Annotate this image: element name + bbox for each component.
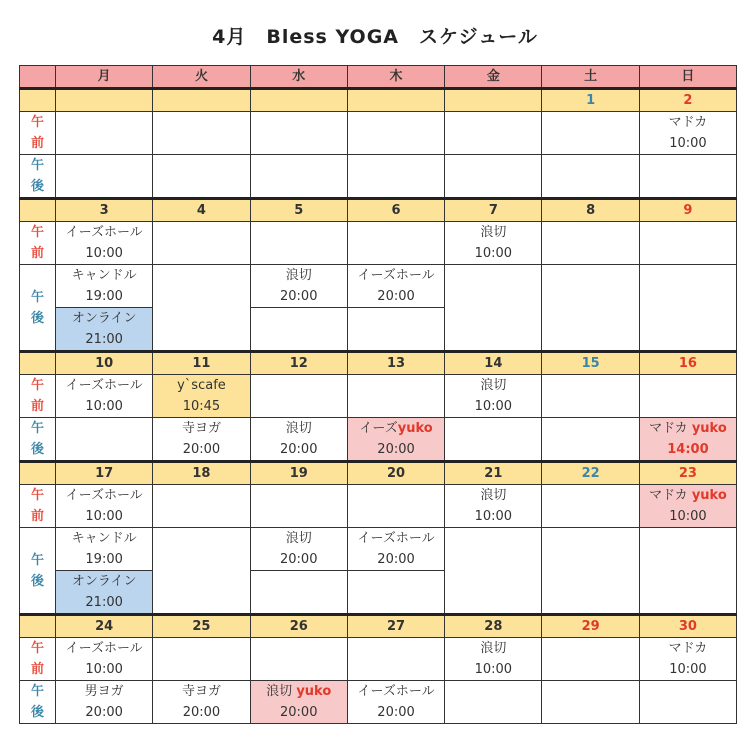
pm-label: 午 後 (20, 418, 56, 462)
event-slot: 浪切 20:00 (250, 418, 347, 462)
event-slot: マドカ 10:00 (639, 638, 736, 681)
date-cell: 1 (542, 89, 639, 112)
am-label: 午 前 (20, 112, 56, 155)
slot (153, 638, 250, 681)
am-row (20, 375, 737, 418)
date-cell: 19 (250, 462, 347, 485)
date-cell: 20 (347, 462, 444, 485)
am-row (20, 222, 737, 265)
date-cell (20, 89, 56, 112)
event-slot: イーズホール 20:00 (347, 528, 444, 571)
slot (542, 418, 639, 462)
date-cell: 12 (250, 352, 347, 375)
slot (542, 112, 639, 155)
date-cell: 22 (542, 462, 639, 485)
slot (639, 222, 736, 265)
event-slot: キャンドル 19:00 (56, 528, 153, 571)
slot (250, 155, 347, 199)
slot (250, 571, 347, 615)
slot (347, 571, 444, 615)
slot (445, 155, 542, 199)
event-slot: 寺ヨガ 20:00 (153, 681, 250, 724)
slot (639, 528, 736, 615)
date-cell: 15 (542, 352, 639, 375)
event-slot-online: オンライン 21:00 (56, 308, 153, 352)
date-cell (153, 89, 250, 112)
date-cell: 28 (445, 615, 542, 638)
date-cell: 6 (347, 199, 444, 222)
am-row (20, 638, 737, 681)
slot (250, 485, 347, 528)
slot (542, 375, 639, 418)
event-slot-yuko: マドカ yuko 14:00 (639, 418, 736, 462)
slot (542, 528, 639, 615)
am-label: 午 前 (20, 638, 56, 681)
date-cell: 4 (153, 199, 250, 222)
slot (445, 528, 542, 615)
date-cell (20, 615, 56, 638)
slot (56, 155, 153, 199)
date-cell: 9 (639, 199, 736, 222)
slot (153, 155, 250, 199)
weekday-thu: 木 (347, 66, 444, 89)
date-cell: 10 (56, 352, 153, 375)
weekday-sat: 土 (542, 66, 639, 89)
weekday-wed: 水 (250, 66, 347, 89)
slot (445, 418, 542, 462)
pm-label: 午 後 (20, 681, 56, 724)
slot (347, 485, 444, 528)
event-slot: 浪切 10:00 (445, 485, 542, 528)
slot (347, 112, 444, 155)
date-cell (20, 199, 56, 222)
pm-row (20, 681, 737, 724)
slot (639, 155, 736, 199)
date-cell: 7 (445, 199, 542, 222)
date-row (20, 199, 737, 222)
pm-label: 午 後 (20, 528, 56, 615)
event-slot: 浪切 20:00 (250, 265, 347, 308)
date-cell: 29 (542, 615, 639, 638)
event-slot: イーズホール 10:00 (56, 638, 153, 681)
date-cell: 30 (639, 615, 736, 638)
date-cell: 3 (56, 199, 153, 222)
slot (250, 222, 347, 265)
date-cell (347, 89, 444, 112)
date-row (20, 615, 737, 638)
date-cell: 2 (639, 89, 736, 112)
slot (56, 112, 153, 155)
slot (153, 485, 250, 528)
pm-row (20, 528, 737, 571)
date-cell (56, 89, 153, 112)
slot (250, 112, 347, 155)
slot (153, 112, 250, 155)
date-cell: 26 (250, 615, 347, 638)
slot (445, 265, 542, 352)
slot (542, 265, 639, 352)
page-title: 4月 Bless YOGA スケジュール (212, 26, 538, 48)
pm-label: 午 後 (20, 265, 56, 352)
event-slot-online: オンライン 21:00 (56, 571, 153, 615)
slot (639, 681, 736, 724)
event-slot: 寺ヨガ 20:00 (153, 418, 250, 462)
date-cell (250, 89, 347, 112)
pm-row (20, 418, 737, 462)
pm-row (20, 265, 737, 308)
event-slot: 浪切 10:00 (445, 222, 542, 265)
date-row (20, 462, 737, 485)
date-cell: 18 (153, 462, 250, 485)
slot (347, 308, 444, 352)
slot (250, 638, 347, 681)
slot (542, 638, 639, 681)
slot (542, 681, 639, 724)
am-label: 午 前 (20, 222, 56, 265)
slot (250, 308, 347, 352)
slot (56, 418, 153, 462)
slot (250, 375, 347, 418)
event-slot: イーズホール 10:00 (56, 375, 153, 418)
date-cell: 14 (445, 352, 542, 375)
event-slot: イーズホール 10:00 (56, 485, 153, 528)
slot (542, 155, 639, 199)
date-cell: 16 (639, 352, 736, 375)
date-cell: 17 (56, 462, 153, 485)
slot (639, 375, 736, 418)
slot (153, 265, 250, 352)
date-cell (20, 462, 56, 485)
slot (639, 265, 736, 352)
date-cell: 11 (153, 352, 250, 375)
am-row (20, 485, 737, 528)
date-cell: 5 (250, 199, 347, 222)
event-slot: キャンドル 19:00 (56, 265, 153, 308)
am-label: 午 前 (20, 375, 56, 418)
event-slot: 浪切 20:00 (250, 528, 347, 571)
weekday-sun: 日 (639, 66, 736, 89)
slot (347, 222, 444, 265)
am-label: 午 前 (20, 485, 56, 528)
weekday-header-row (20, 66, 737, 89)
event-slot: マドカ 10:00 (639, 112, 736, 155)
date-cell: 21 (445, 462, 542, 485)
date-cell: 27 (347, 615, 444, 638)
event-slot: イーズホール 20:00 (347, 681, 444, 724)
event-slot: イーズホール 20:00 (347, 265, 444, 308)
slot (542, 485, 639, 528)
date-cell: 13 (347, 352, 444, 375)
slot (445, 681, 542, 724)
date-cell: 23 (639, 462, 736, 485)
event-slot: 男ヨガ 20:00 (56, 681, 153, 724)
weekday-mon: 月 (56, 66, 153, 89)
date-cell: 25 (153, 615, 250, 638)
date-row (20, 89, 737, 112)
pm-row (20, 155, 737, 199)
corner-cell (20, 66, 56, 89)
pm-label: 午 後 (20, 155, 56, 199)
event-slot: 浪切 10:00 (445, 375, 542, 418)
schedule-table (19, 65, 737, 724)
slot (347, 155, 444, 199)
slot (153, 222, 250, 265)
slot (445, 112, 542, 155)
am-row (20, 112, 737, 155)
event-slot-yuko: イーズyuko 20:00 (347, 418, 444, 462)
event-slot-yuko: 浪切 yuko 20:00 (250, 681, 347, 724)
slot (347, 375, 444, 418)
event-slot-yuko: マドカ yuko 10:00 (639, 485, 736, 528)
slot (542, 222, 639, 265)
slot (153, 528, 250, 615)
weekday-tue: 火 (153, 66, 250, 89)
event-slot: イーズホール 10:00 (56, 222, 153, 265)
date-cell: 24 (56, 615, 153, 638)
date-row (20, 352, 737, 375)
date-cell (20, 352, 56, 375)
date-cell (445, 89, 542, 112)
weekday-fri: 金 (445, 66, 542, 89)
event-slot-cafe: y`scafe 10:45 (153, 375, 250, 418)
event-slot: 浪切 10:00 (445, 638, 542, 681)
slot (347, 638, 444, 681)
date-cell: 8 (542, 199, 639, 222)
